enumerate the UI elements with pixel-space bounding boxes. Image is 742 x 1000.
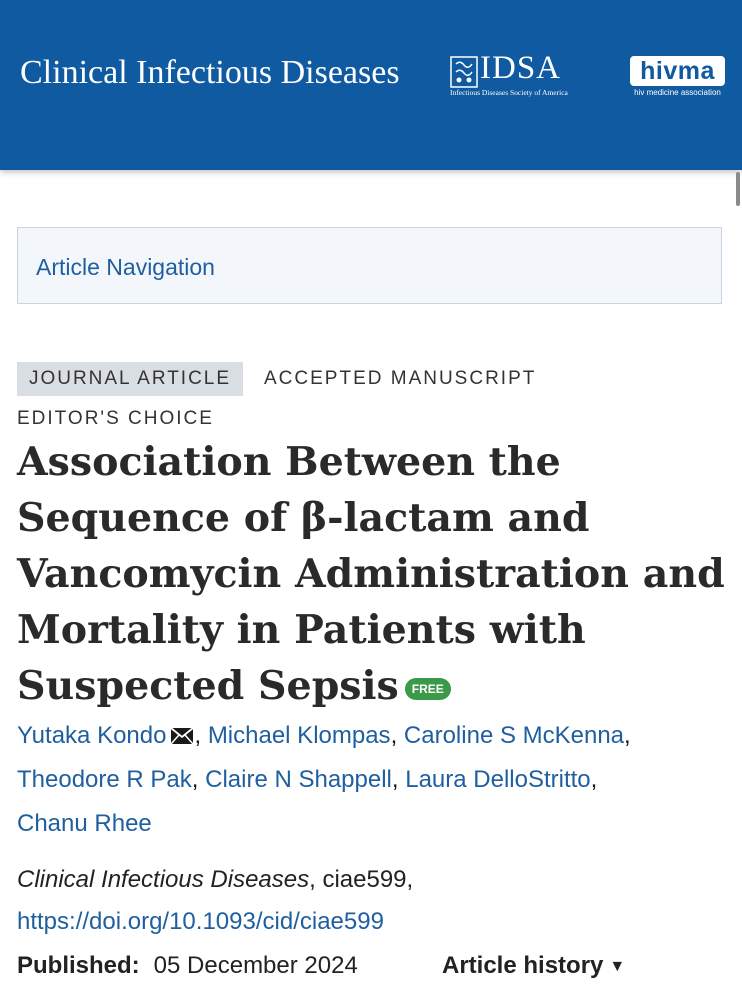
article-title-text: Association Between the Sequence of β-lactam and Vancomycin Administration and Mortality in Patients with Suspected Sepsis: [17, 439, 725, 709]
published-info: [17, 952, 358, 980]
article-title: [17, 434, 727, 714]
site-header: [0, 0, 742, 170]
free-badge: FREE: [405, 678, 451, 700]
author-separator: ,: [590, 766, 598, 793]
email-icon[interactable]: [170, 727, 194, 745]
published-label: Published:: [17, 952, 140, 979]
author-separator: ,: [390, 722, 404, 749]
idsa-logo-subtitle: Infectious Diseases Society of America: [450, 88, 568, 97]
hivma-logo-text: hivma: [630, 56, 725, 86]
author-link[interactable]: Chanu Rhee: [17, 810, 152, 837]
idsa-emblem-icon: [450, 56, 478, 88]
hivma-logo-subtitle: hiv medicine association: [634, 88, 721, 97]
editors-choice-label: EDITOR'S CHOICE: [17, 408, 214, 429]
article-navigation-label: Article Navigation: [36, 254, 215, 280]
article-history-label: Article history: [442, 952, 604, 979]
page-scrollbar[interactable]: [736, 172, 740, 206]
accepted-manuscript-badge: ACCEPTED MANUSCRIPT: [264, 368, 537, 389]
journal-title[interactable]: Clinical Infectious Diseases: [20, 54, 400, 91]
author-separator: ,: [624, 722, 631, 749]
author-link[interactable]: Claire N Shappell: [205, 766, 392, 793]
article-navigation-toggle[interactable]: [17, 227, 722, 304]
author-link[interactable]: Theodore R Pak: [17, 766, 192, 793]
journal-article-badge: JOURNAL ARTICLE: [17, 362, 243, 396]
author-separator: ,: [391, 766, 406, 793]
hivma-logo[interactable]: [630, 56, 725, 98]
idsa-logo-text: IDSA: [480, 50, 562, 86]
author-link[interactable]: Caroline S McKenna: [403, 722, 625, 749]
author-link[interactable]: Michael Klompas: [207, 722, 391, 749]
citation-journal: Clinical Infectious Diseases: [17, 866, 310, 893]
article-history-toggle[interactable]: [442, 952, 625, 980]
author-list: [17, 714, 732, 846]
caret-down-icon: ▼: [609, 958, 626, 975]
author-separator: ,: [191, 766, 206, 793]
idsa-logo[interactable]: [450, 50, 610, 100]
published-date: 05 December 2024: [153, 952, 358, 979]
author-link[interactable]: Laura DelloStritto: [405, 766, 591, 793]
citation-id: , ciae599,: [309, 866, 414, 893]
doi-link[interactable]: https://doi.org/10.1093/cid/ciae599: [17, 908, 384, 935]
citation: [17, 866, 413, 894]
author-link[interactable]: Yutaka Kondo: [17, 722, 167, 749]
author-separator: ,: [194, 722, 208, 749]
